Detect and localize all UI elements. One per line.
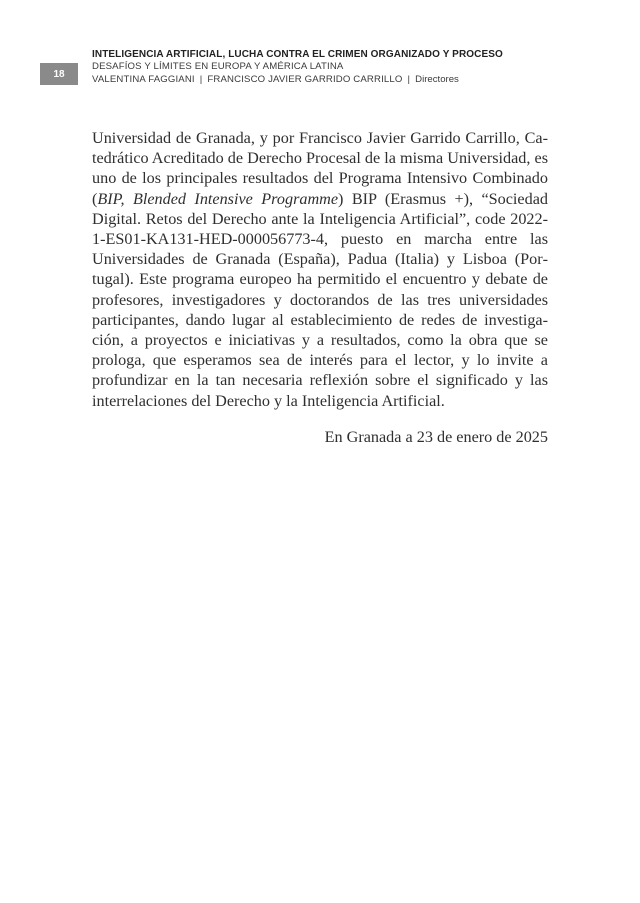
paragraph: [92, 128, 548, 411]
paragraph-text: ) BIP (Erasmus +), “Sociedad Digital. Retos del Derecho ante la Inteligencia Artificial”, code 2022-1-ES01-KA131-HED-000056773-4, puesto en marcha entre las Universidades de Granada (España), Padua (Italia) y Lisboa (Portugal). Este programa europeo ha permitido el encuentro y debate de profesores, investigadores y doctorandos de las tres universidades participantes, dando lugar al establecimiento de redes de investigación, a proyectos e iniciativas y a resultados, como la obra que se prologa, que esperamos sea de interés para el lector, y lo invite a profundizar en la tan necesaria reflexión sobre el significado y las interrelaciones del Derecho y la Inteligencia Artificial.: [92, 189, 548, 410]
editors-line: [92, 74, 612, 87]
book-title: INTELIGENCIA ARTIFICIAL, LUCHA CONTRA EL CRIMEN ORGANIZADO Y PROCESO: [92, 49, 503, 60]
running-header: [92, 48, 612, 86]
separator: |: [407, 73, 411, 85]
italic-text: BIP, Blended Intensive Programme: [97, 189, 339, 208]
paragraph-text: Universidad de Granada, y por Francisco Javier Garrido Carrillo, Catedrático Acreditado de Derecho Procesal de la misma Universidad, es uno de los principales resultados del Programa Intensivo Combinado (: [92, 129, 548, 208]
closing-place-date: En Granada a 23 de enero de 2025: [324, 428, 548, 446]
body-paragraph: [92, 128, 548, 411]
author-name: FRANCISCO JAVIER GARRIDO CARRILLO: [207, 73, 403, 85]
page-number: 18: [40, 63, 78, 85]
separator: |: [199, 73, 203, 85]
author-name: VALENTINA FAGGIANI: [92, 73, 195, 85]
book-subtitle: DESAFÍOS Y LÍMITES EN EUROPA Y AMÉRICA LATINA: [92, 61, 344, 72]
editor-role: Directores: [415, 73, 459, 85]
